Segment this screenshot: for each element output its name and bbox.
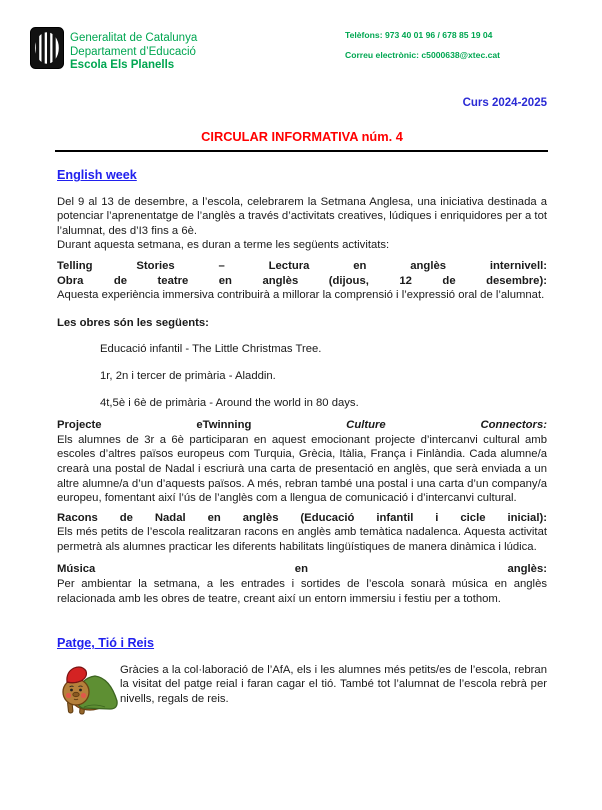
musica-body: Per ambientar la setmana, a les entrades i sortides de l’escola sonarà música en anglès relacionada amb les obres de teatre, creant així un entorn immersiu i festiu per a tothom. bbox=[57, 578, 547, 605]
section-heading-english-week: English week bbox=[57, 168, 137, 182]
brand-text bbox=[70, 27, 197, 73]
list-item-infantil: Educació infantil - The Little Christmas Tree. bbox=[100, 343, 322, 356]
page-title: CIRCULAR INFORMATIVA núm. 4 bbox=[201, 129, 403, 144]
title-rule bbox=[55, 150, 548, 152]
plays-list-heading: Les obres són les següents: bbox=[57, 316, 209, 329]
etwinning-heading-italic: Culture Connectors: bbox=[346, 419, 547, 432]
paragraph-intro: Del 9 al 13 de desembre, a l’escola, celebrarem la Setmana Anglesa, una iniciativa destinada a potenciar l’aprenentatge de l’anglès a través d’activitats creatives, lúdiques i enriquidores per a tot l’alumnat, des d’I3 fins a 6è. bbox=[57, 195, 547, 237]
paragraph-activities-lead: Durant aquesta setmana, es duran a terme les següents activitats: bbox=[57, 239, 390, 252]
etwinning-heading-bold: Projecte eTwinning bbox=[57, 419, 252, 432]
telling-stories-heading-line2: Obra de teatre en anglès (dijous, 12 de desembre): bbox=[57, 274, 547, 287]
racons-body: Els més petits de l’escola realitzaran racons en anglès amb temàtica nadalenca. Aquesta activitat permetrà als alumnes practicar les diferents habilitats lingüístiques de manera dinàmica i lúdica. bbox=[57, 526, 547, 553]
etwinning-heading bbox=[57, 418, 547, 433]
list-item-cicle-inicial: 1r, 2n i tercer de primària - Aladdin. bbox=[100, 369, 276, 382]
document-body bbox=[57, 166, 547, 719]
generalitat-emblem-icon bbox=[30, 27, 64, 69]
section-heading-patge-tio-reis: Patge, Tió i Reis bbox=[57, 636, 155, 651]
org-name: Generalitat de Catalunya bbox=[70, 32, 198, 44]
dept-name: Departament d’Educació bbox=[70, 45, 196, 58]
course-label: Curs 2024-2025 bbox=[462, 97, 547, 109]
patge-section-row bbox=[57, 663, 547, 719]
etwinning-body: Els alumnes de 3r a 6è participaran en aquest emocionant projecte d’intercanvi cultural amb escoles d’altres països europeus com Turquia, Grècia, Itàlia, França i Finlàndia. Cada alumne/a crearà una postal de Nadal i escriurà una carta de presentació en anglès, que serà enviada a un altre alumne/a d’un d’aquests països. A més, rebran també una postal i una carta d’un company/a europeu, fomentant així l’ús de l’anglès com a llengua de comunicació i d’intercanvi cultural. bbox=[57, 433, 547, 505]
musica-heading: Música en anglès: bbox=[57, 563, 547, 576]
telling-stories-body: Aquesta experiència immersiva contribuirà a millorar la comprensió i l’expressió oral de l’alumnat. bbox=[57, 289, 545, 302]
racons-heading: Racons de Nadal en anglès (Educació infantil i cicle inicial): bbox=[57, 511, 547, 524]
email-text: Correu electrònic: c5000638@xtec.cat bbox=[345, 50, 501, 60]
tio-de-nadal-icon bbox=[60, 663, 120, 719]
phones-text: Telèfons: 973 40 01 96 / 678 85 19 04 bbox=[345, 30, 493, 40]
school-name: Escola Els Planells bbox=[70, 59, 175, 72]
list-item-cicle-superior: 4t,5è i 6è de primària - Around the world in 80 days. bbox=[100, 396, 359, 409]
telling-stories-heading-line1: Telling Stories – Lectura en anglès internivell: bbox=[57, 259, 547, 272]
header-brand bbox=[30, 27, 197, 73]
patge-body: Gràcies a la col·laboració de l’AfA, els i les alumnes més petits/es de l’escola, rebran la visitat del patge reial i faran cagar el tió. També tot l’alumnat de l’escola rebrà per nivells, regals de reis. bbox=[120, 663, 547, 706]
contact-block bbox=[345, 25, 500, 65]
